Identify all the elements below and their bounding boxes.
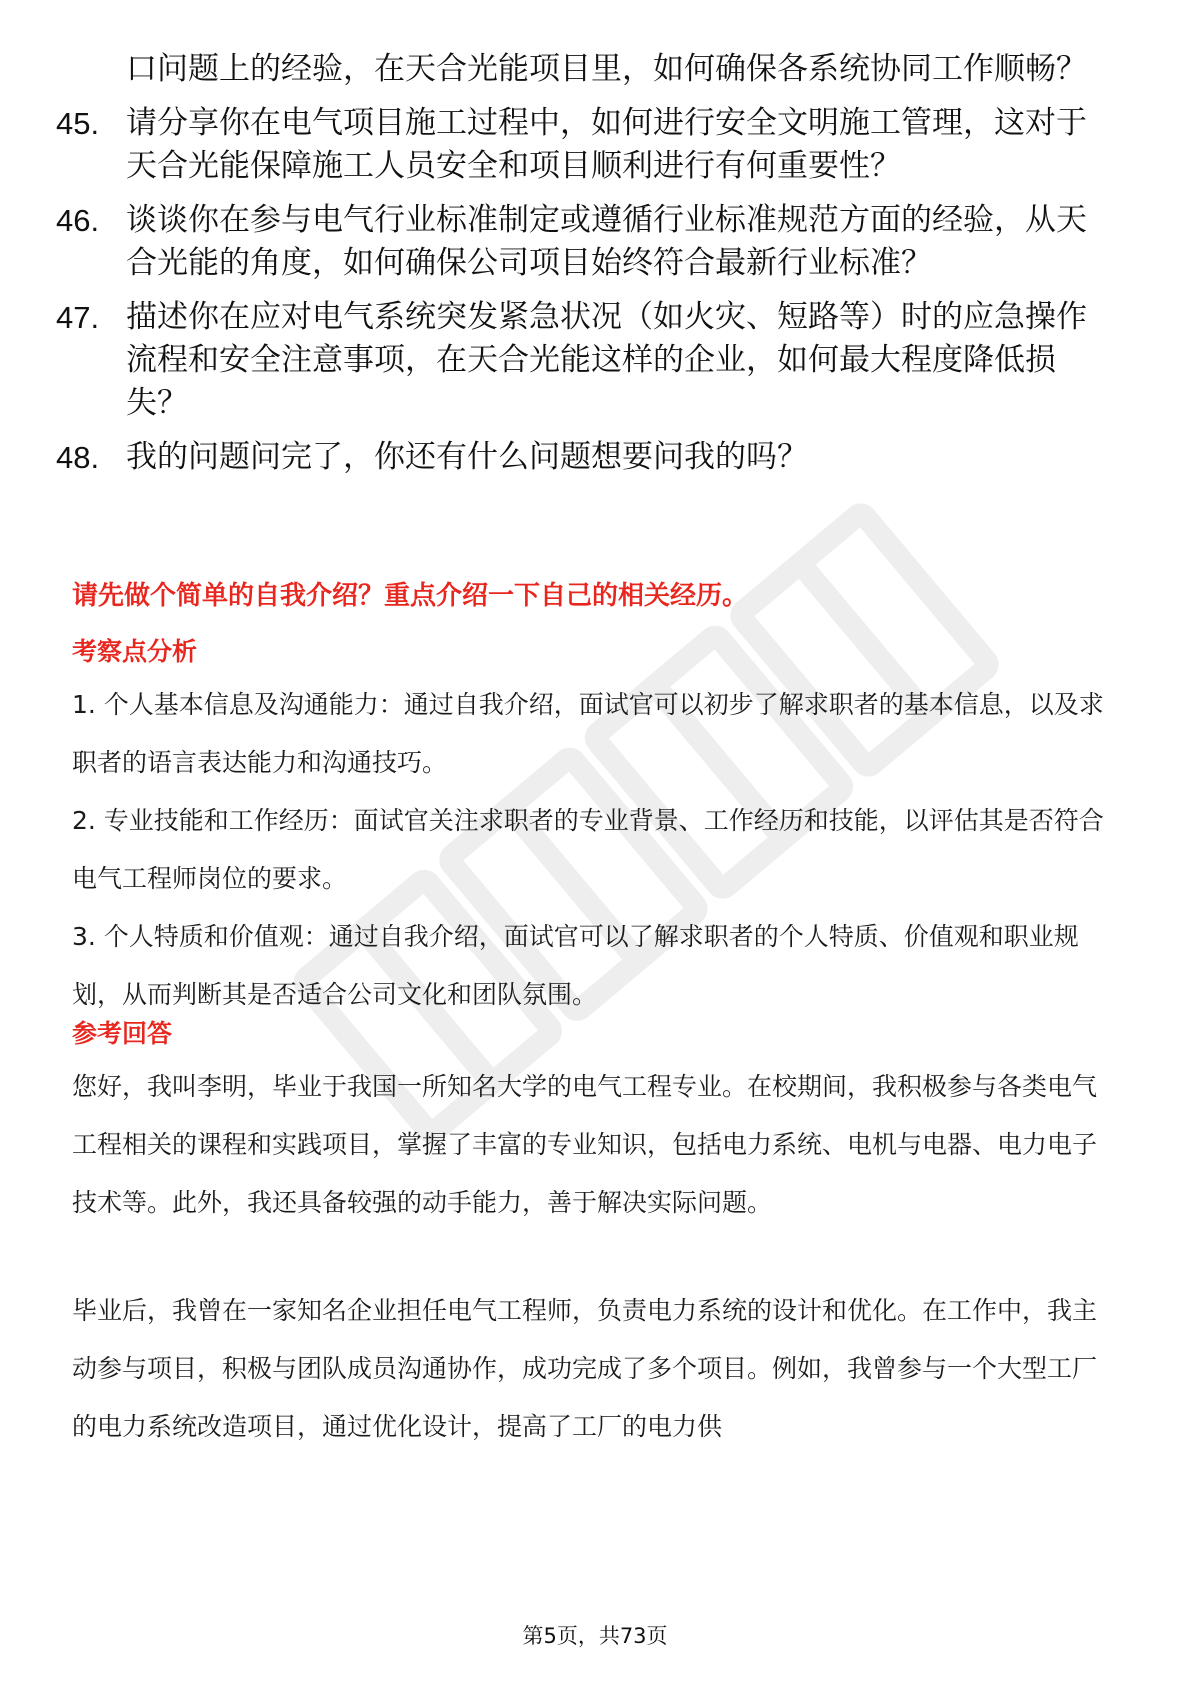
reference-paragraph: 您好，我叫李明，毕业于我国一所知名大学的电气工程专业。在校期间，我积极参与各类电气工程相关的课程和实践项目，掌握了丰富的专业知识，包括电力系统、电机与电器、电力电子技术等。此外，我还具备较强的动手能力，善于解决实际问题。 [72,1072,1098,1217]
question-number: 45. [56,106,100,141]
analysis-heading: 考察点分析 [72,637,198,666]
intro-question: 请先做个简单的自我介绍？重点介绍一下自己的相关经历。 [72,581,749,611]
intro-question-section [72,578,1112,614]
question-list [56,48,1116,490]
question-number: 48. [56,440,100,475]
analysis-point: 1. 个人基本信息及沟通能力：通过自我介绍，面试官可以初步了解求职者的基本信息，以及求职者的语言表达能力和沟通技巧。 [72,690,1104,777]
question-item-45 [56,102,1116,188]
question-text: 口问题上的经验，在天合光能项目里，如何确保各系统协同工作顺畅？ [126,51,1087,87]
question-number: 46. [56,203,100,238]
analysis-point: 2. 专业技能和工作经历：面试官关注求职者的专业背景、工作经历和技能，以评估其是否符合电气工程师岗位的要求。 [72,806,1104,893]
reference-section [72,1016,1112,1456]
page-footer: 第5页，共73页 [522,1624,668,1648]
question-item-47 [56,296,1116,425]
analysis-section [72,634,1112,1024]
analysis-points [72,676,1112,1024]
question-item-46 [56,199,1116,285]
reference-paragraph: 毕业后，我曾在一家知名企业担任电气工程师，负责电力系统的设计和优化。在工作中，我主动参与项目，积极与团队成员沟通协作，成功完成了多个项目。例如，我曾参与一个大型工厂的电力系统改造项目，通过优化设计，提高了工厂的电力供 [72,1296,1098,1441]
question-continuation [56,48,1116,91]
question-item-48 [56,436,1116,479]
question-number: 47. [56,300,100,335]
reference-body [72,1058,1112,1456]
analysis-point: 3. 个人特质和价值观：通过自我介绍，面试官可以了解求职者的个人特质、价值观和职业规划，从而判断其是否适合公司文化和团队氛围。 [72,922,1079,1009]
question-text: 请分享你在电气项目施工过程中，如何进行安全文明施工管理，这对于天合光能保障施工人员安全和项目顺利进行有何重要性？ [126,105,1087,184]
reference-heading: 参考回答 [72,1019,173,1048]
question-text: 谈谈你在参与电气行业标准制定或遵循行业标准规范方面的经验，从天合光能的角度，如何确保公司项目始终符合最新行业标准？ [126,202,1087,281]
question-text: 我的问题问完了，你还有什么问题想要问我的吗？ [126,439,808,475]
question-text: 描述你在应对电气系统突发紧急状况（如火灾、短路等）时的应急操作流程和安全注意事项，在天合光能这样的企业，如何最大程度降低损失？ [126,299,1087,421]
